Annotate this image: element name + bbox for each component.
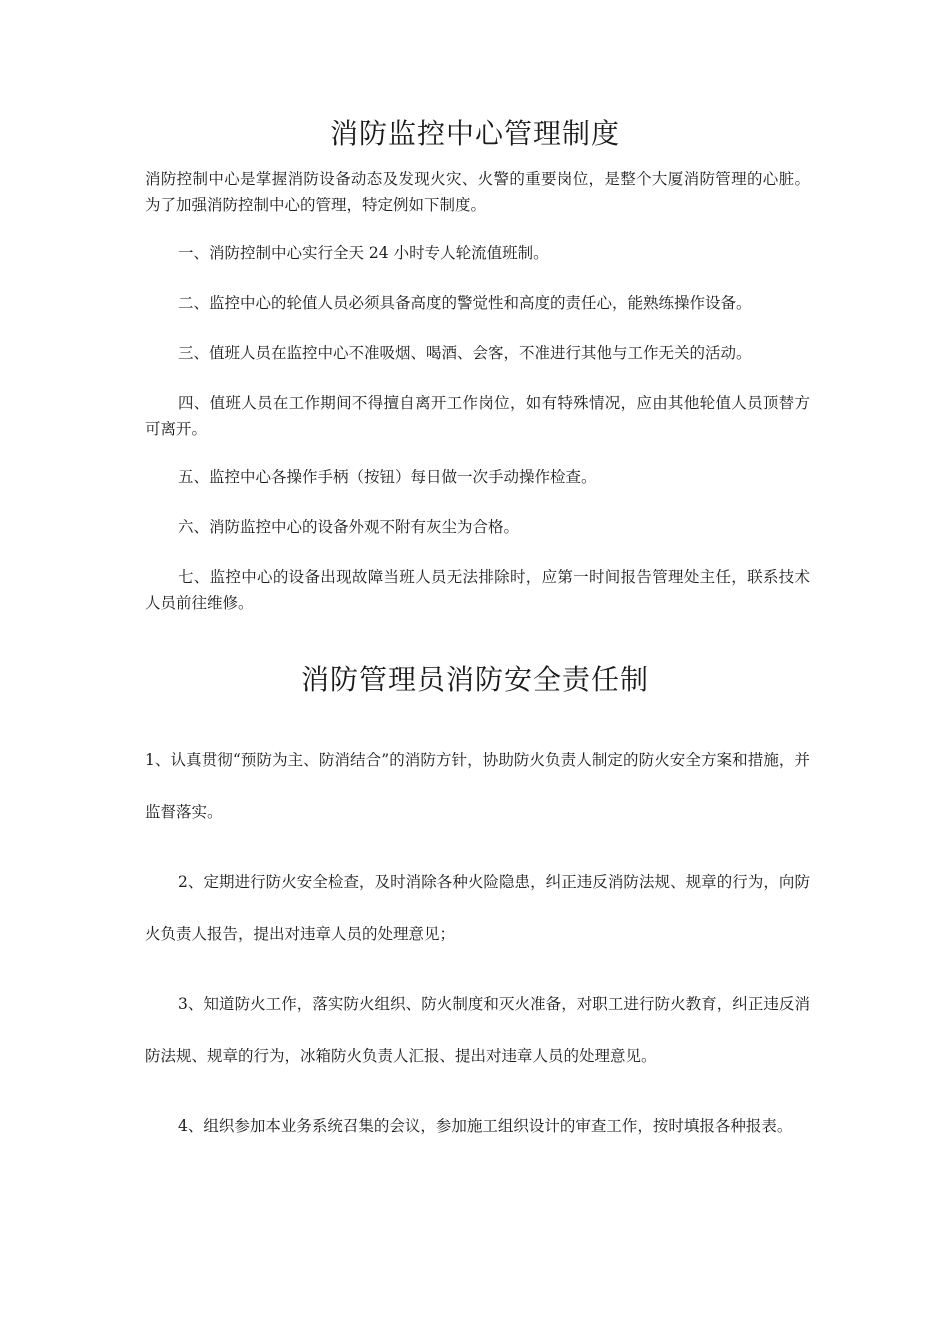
- rule-1: 一、消防控制中心实行全天 24 小时专人轮流值班制。: [178, 244, 549, 262]
- duty-4: 4、组织参加本业务系统召集的会议，参加施工组织设计的审查工作，按时填报各种报表。: [178, 1117, 793, 1135]
- rule-3: 三、值班人员在监控中心不准吸烟、喝酒、会客，不准进行其他与工作无关的活动。: [178, 344, 752, 362]
- section1-intro: 消防控制中心是掌握消防设备动态及发现火灾、火警的重要岗位，是整个大厦消防管理的心脏。为了加强消防控制中心的管理，特定例如下制度。: [145, 170, 810, 214]
- rule-6: 六、消防监控中心的设备外观不附有灰尘为合格。: [178, 518, 520, 536]
- rule-7: 七、监控中心的设备出现故障当班人员无法排除时，应第一时间报告管理处主任，联系技术人员前往维修。: [145, 568, 810, 612]
- section2-title: 消防管理员消防安全责任制: [300, 663, 649, 696]
- rule-5: 五、监控中心各操作手柄（按钮）每日做一次手动操作检查。: [178, 468, 597, 486]
- duty-2: 2、定期进行防火安全检查，及时消除各种火险隐患，纠正违反消防法规、规章的行为，向防火负责人报告，提出对违章人员的处理意见；: [145, 873, 810, 943]
- duty-3: 3、知道防火工作，落实防火组织、防火制度和灭火准备，对职工进行防火教育，纠正违反消防法规、规章的行为，冰箱防火负责人汇报、提出对违章人员的处理意见。: [145, 995, 810, 1065]
- rule-4: 四、值班人员在工作期间不得擅自离开工作岗位，如有特殊情况，应由其他轮值人员顶替方可离开。: [145, 394, 810, 438]
- section1-title: 消防监控中心管理制度: [329, 117, 620, 150]
- duty-1: 1、认真贯彻“预防为主、防消结合”的消防方针，协助防火负责人制定的防火安全方案和措施，并监督落实。: [145, 751, 810, 821]
- rule-2: 二、监控中心的轮值人员必须具备高度的警觉性和高度的责任心，能熟练操作设备。: [178, 294, 752, 312]
